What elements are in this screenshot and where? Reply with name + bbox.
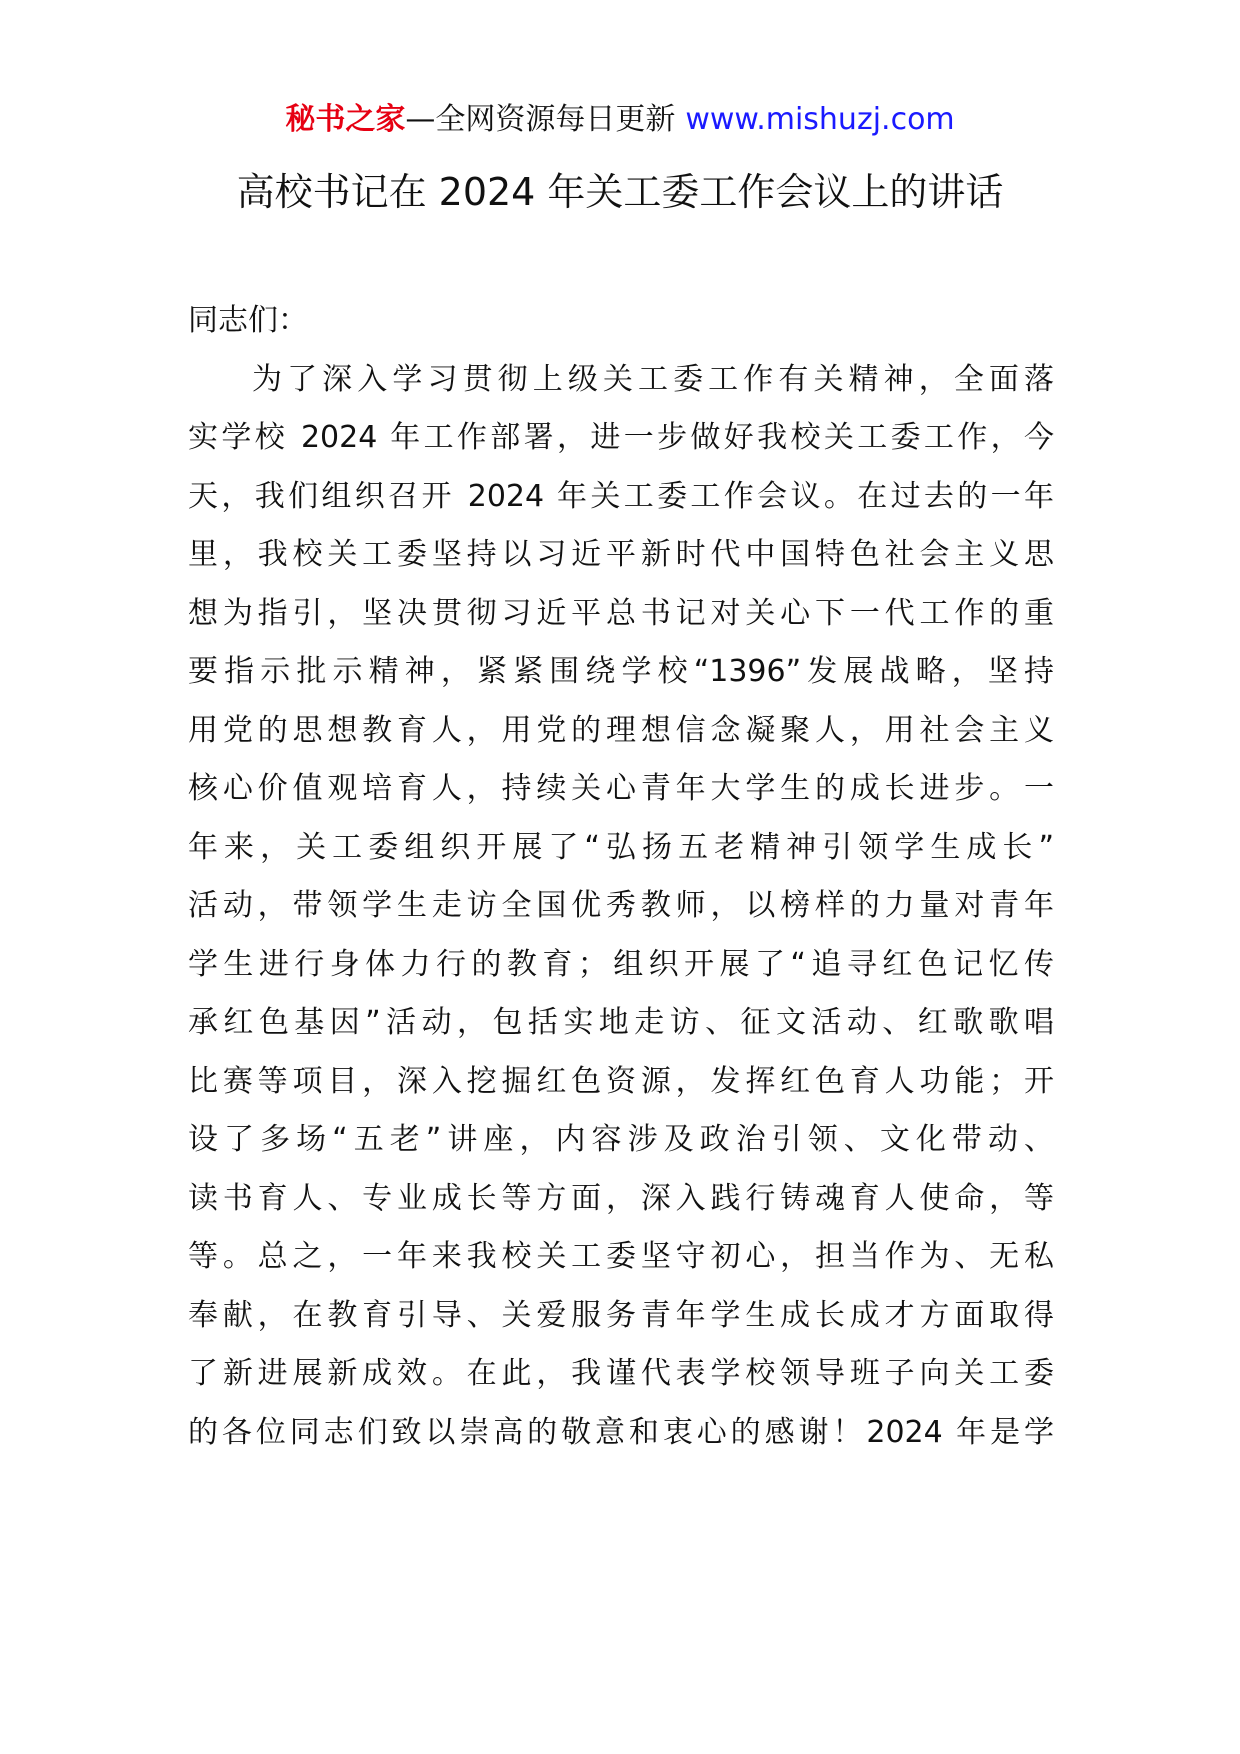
paragraph-line: 设了多场“五老”讲座，内容涉及政治引领、文化带动、 — [188, 1122, 1054, 1157]
site-tagline: —全网资源每日更新 — [405, 102, 676, 137]
paragraph-line: 年来，关工委组织开展了“弘扬五老精神引领学生成长” — [188, 829, 1054, 865]
document-title: 高校书记在 2024 年关工委工作会议上的讲话 — [236, 170, 1004, 214]
paragraph-line: 活动，带领学生走访全国优秀教师，以榜样的力量对青年 — [188, 888, 1054, 923]
paragraph-line: 要指示批示精神，紧紧围绕学校“1396”发展战略，坚持 — [188, 654, 1054, 689]
paragraph-line: 学生进行身体力行的教育；组织开展了“追寻红色记忆传 — [188, 946, 1054, 982]
paragraph-line: 为了深入学习贯彻上级关工委工作有关精神，全面落 — [252, 361, 1054, 397]
paragraph-line: 用党的思想教育人，用党的理想信念凝聚人，用社会主义 — [188, 712, 1054, 748]
paragraph-line: 比赛等项目，深入挖掘红色资源，发挥红色育人功能；开 — [188, 1063, 1054, 1099]
paragraph-line: 等。总之，一年来我校关工委坚守初心，担当作为、无私 — [188, 1239, 1054, 1274]
paragraph-line: 的各位同志们致以崇高的敬意和衷心的感谢！2024 年是学 — [188, 1414, 1054, 1450]
paragraph-line: 奉献，在教育引导、关爱服务青年学生成长成才方面取得 — [188, 1297, 1054, 1333]
salutation: 同志们： — [188, 303, 308, 338]
speech-body — [188, 292, 1054, 1462]
paragraph-line: 实学校 2024 年工作部署，进一步做好我校关工委工作，今 — [188, 420, 1054, 455]
paragraph-line: 读书育人、专业成长等方面，深入践行铸魂育人使命，等 — [188, 1180, 1054, 1216]
paragraph-line: 承红色基因”活动，包括实地走访、征文活动、红歌歌唱 — [188, 1005, 1054, 1040]
paragraph-line: 天，我们组织召开 2024 年关工委工作会议。在过去的一年 — [188, 478, 1054, 514]
paragraph-line: 想为指引，坚决贯彻习近平总书记对关心下一代工作的重 — [188, 595, 1054, 631]
paragraph-line: 核心价值观培育人，持续关心青年大学生的成长进步。一 — [188, 771, 1054, 806]
paragraph-line: 里，我校关工委坚持以习近平新时代中国特色社会主义思 — [188, 537, 1054, 572]
site-url-link[interactable]: www.mishuzj.com — [685, 102, 955, 137]
site-brand: 秘书之家 — [285, 102, 406, 137]
paragraph-line: 了新进展新成效。在此，我谨代表学校领导班子向关工委 — [188, 1356, 1054, 1391]
site-header — [0, 100, 1240, 140]
